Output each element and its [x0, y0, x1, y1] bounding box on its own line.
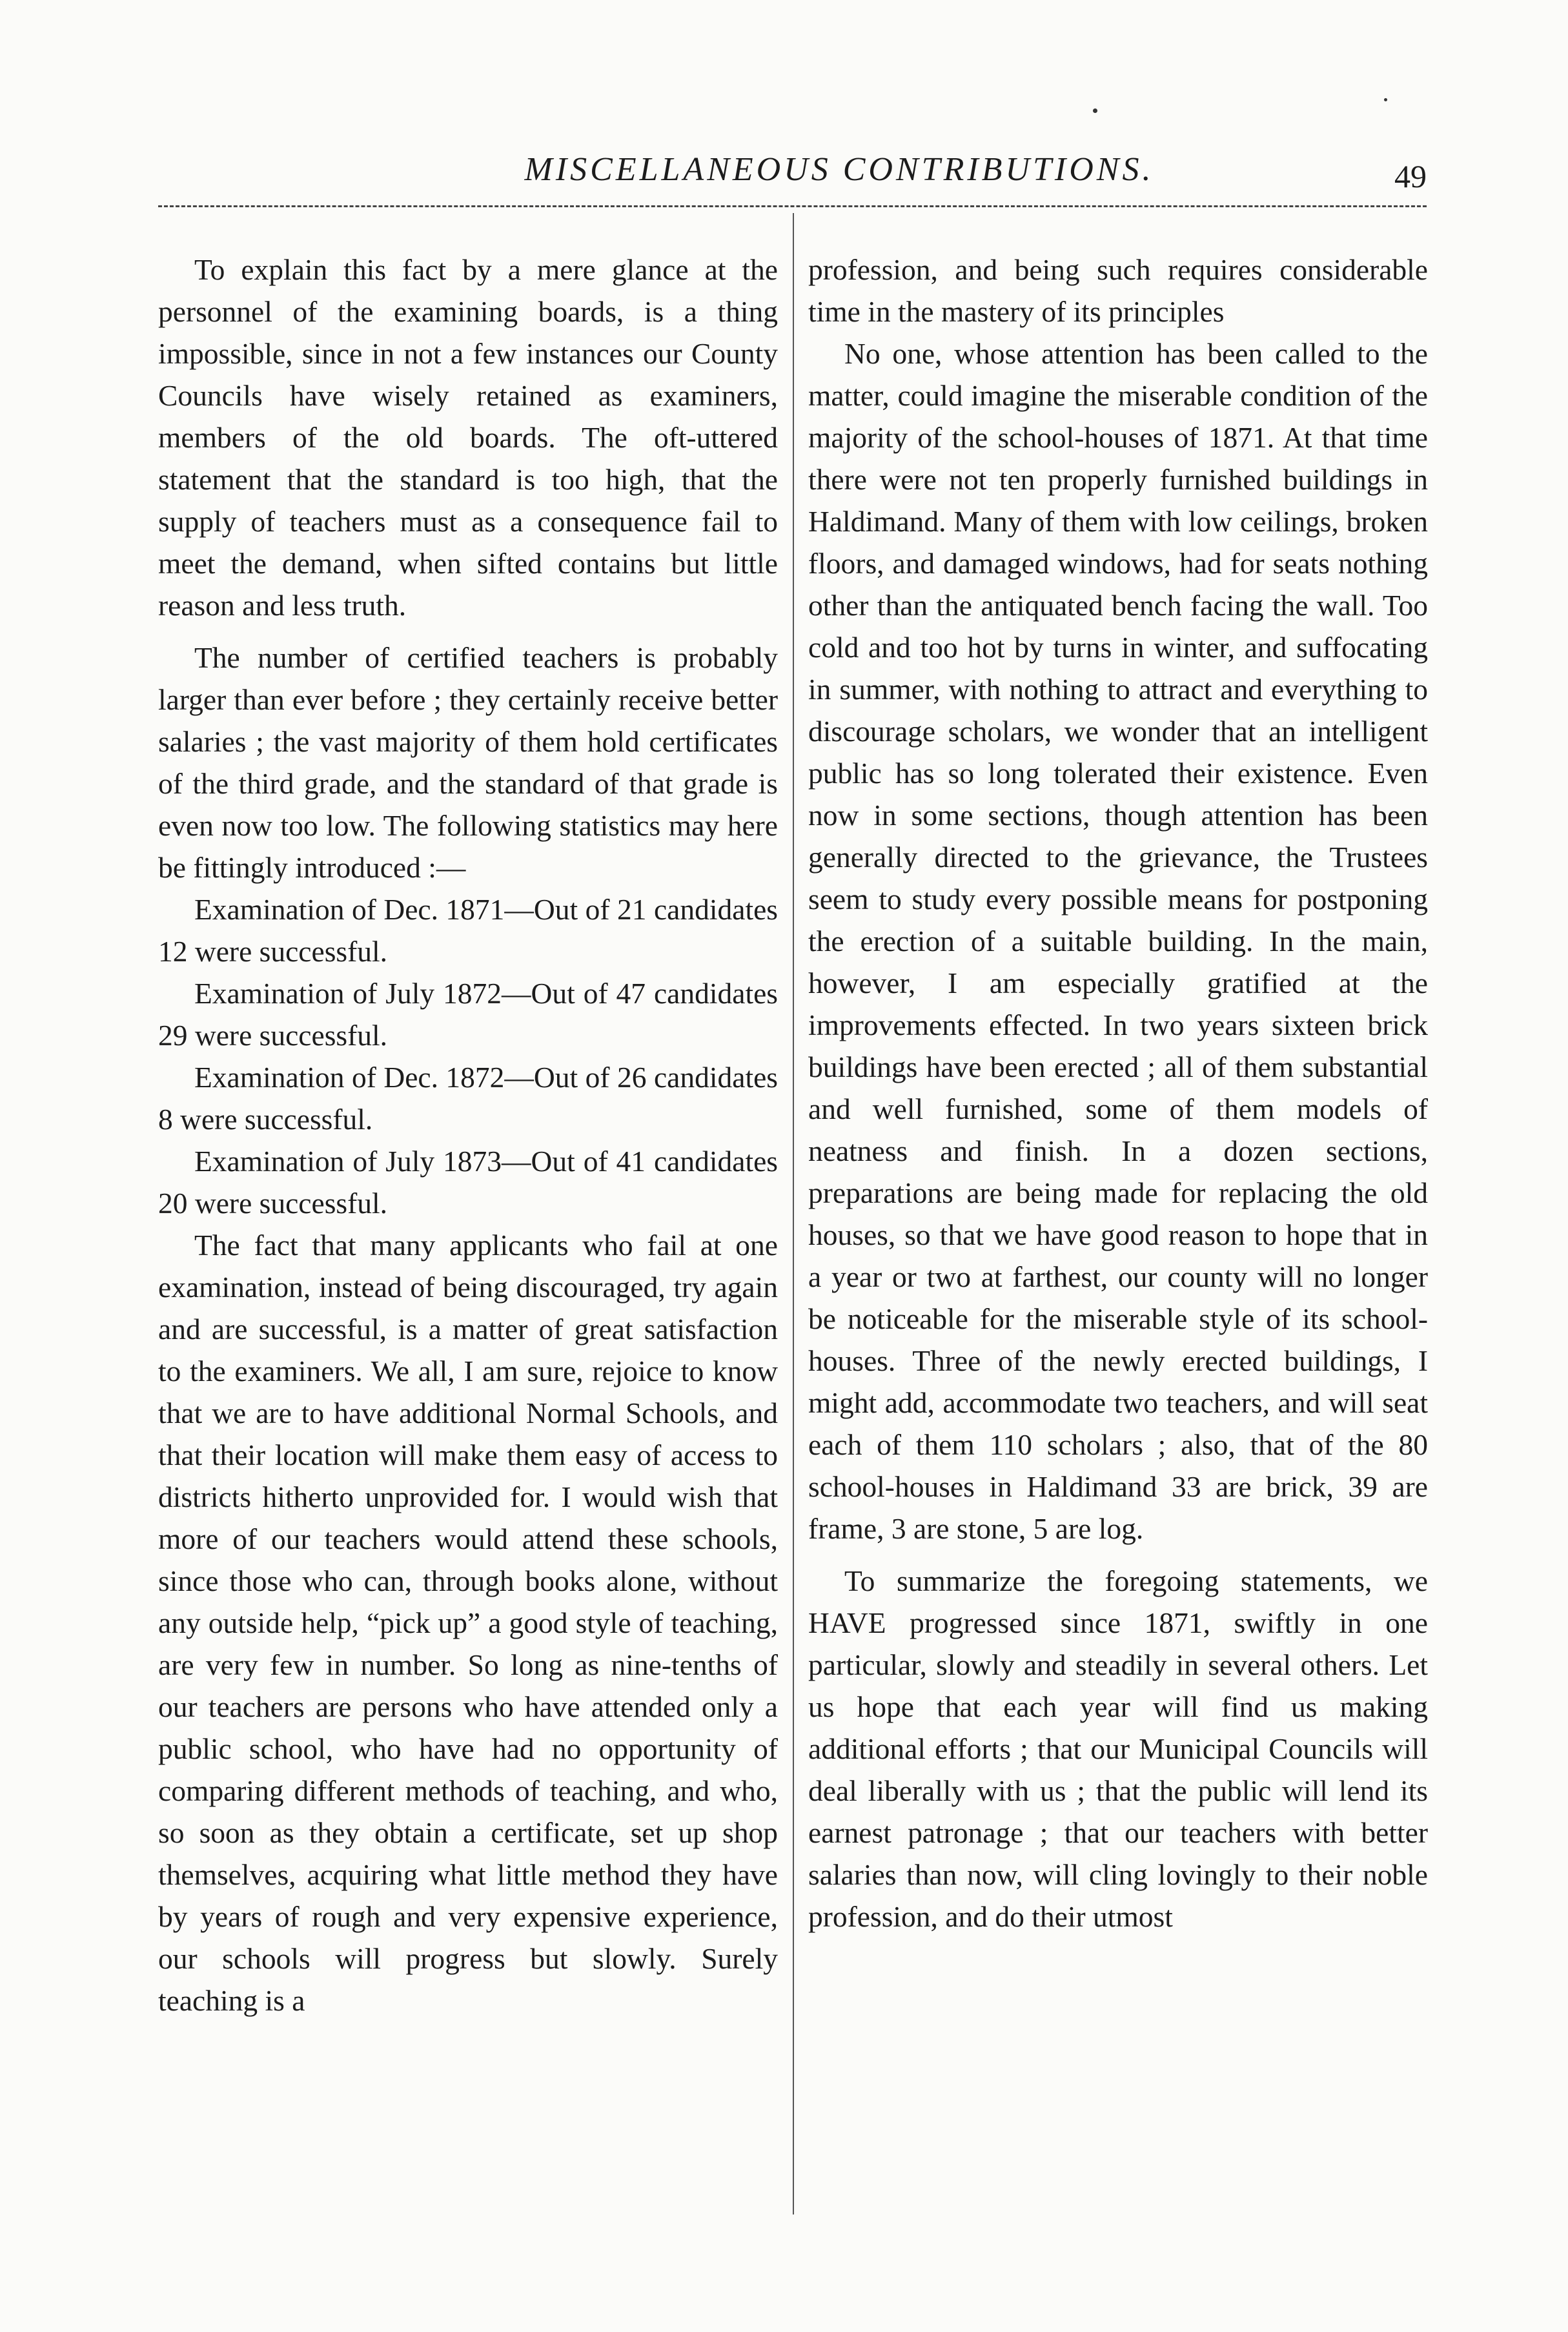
statistic-line: Examination of July 1872—Out of 47 candidates 29 were successful.	[158, 977, 778, 1052]
paragraph-continued: profession, and being such requires considerable time in the mastery of its principles	[808, 253, 1428, 328]
paragraph: No one, whose attention has been called to the matter, could imagine the miserable condition of the majority of the school-houses of 1871. At that time there were not ten properly furnished buildings in Haldimand. Many of them with low ceilings, broken floors, and damaged windows, had for seats nothing other than the antiquated bench facing the wall. Too cold and too hot by turns in winter, and suffocating in summer, with nothing to attract and everything to discourage scholars, we wonder that an intelligent public has so long tolerated their existence. Even now in some sections, though attention has been generally directed to the grievance, the Trustees seem to study every possible means for postponing the erection of a suitable building. In the main, however, I am especially gratified at the improvements effected. In two years sixteen brick buildings have been erected ; all of them substantial and well furnished, some of them models of neatness and finish. In a dozen sections, preparations are being made for replacing the old houses, so that we have good reason to hope that in a year or two at farthest, our county will no longer be noticeable for the miserable style of its school-houses. Three of the newly erected buildings, I might add, accommodate two teachers, and will seat each of them 110 scholars ; also, that of the 80 school-houses in Haldimand 33 are brick, 39 are frame, 3 are stone, 5 are log.	[808, 337, 1428, 1545]
statistic-line: Examination of Dec. 1872—Out of 26 candidates 8 were successful.	[158, 1061, 778, 1136]
paragraph: To explain this fact by a mere glance at the personnel of the examining boards, is a thing impossible, since in not a few instances our County Councils have wisely retained as examiners, members of the old boards. The oft-uttered statement that the standard is too high, that the supply of teachers must as a consequence fail to meet the demand, when sifted contains but little reason and less truth.	[158, 253, 778, 622]
paragraph: To summarize the foregoing statements, we HAVE progressed since 1871, swiftly in one particular, slowly and steadily in several others. Let us hope that each year will find us making additional efforts ; that our Municipal Councils will deal liberally with us ; that the public will lend its earnest patronage ; that our teachers with better salaries than now, will cling lovingly to their noble profession, and do their utmost	[808, 1564, 1428, 1933]
print-speck	[1384, 98, 1387, 101]
print-speck	[1093, 108, 1097, 113]
paragraph: The number of certified teachers is probably larger than ever before ; they certainly receive better salaries ; the vast majority of them hold certificates of the third grade, and the standard of that grade is even now too low. The following statistics may here be fittingly introduced :—	[158, 641, 778, 884]
right-column	[808, 249, 1428, 1938]
header-rule	[158, 205, 1427, 207]
statistic-line: Examination of July 1873—Out of 41 candidates 20 were successful.	[158, 1145, 778, 1220]
statistic-line: Examination of Dec. 1871—Out of 21 candidates 12 were successful.	[158, 893, 778, 968]
paragraph: The fact that many applicants who fail at one examination, instead of being discouraged, try again and are successful, is a matter of great satisfaction to the examiners. We all, I am sure, rejoice to know that we are to have additional Normal Schools, and that their location will make them easy of access to districts hitherto unprovided for. I would wish that more of our teachers would attend these schools, since those who can, through books alone, without any outside help, “pick up” a good style of teaching, are very few in number. So long as nine-tenths of our teachers are persons who have attended only a public school, who have had no opportunity of comparing different methods of teaching, and who, so soon as they obtain a certificate, set up shop themselves, acquiring what little method they have by years of rough and very expensive experience, our schools will progress but slowly. Surely teaching is a	[158, 1229, 778, 2017]
column-divider	[793, 213, 794, 2214]
page-number: 49	[1394, 158, 1427, 194]
left-column	[158, 249, 778, 2021]
running-title: MISCELLANEOUS CONTRIBUTIONS.	[524, 151, 1154, 188]
